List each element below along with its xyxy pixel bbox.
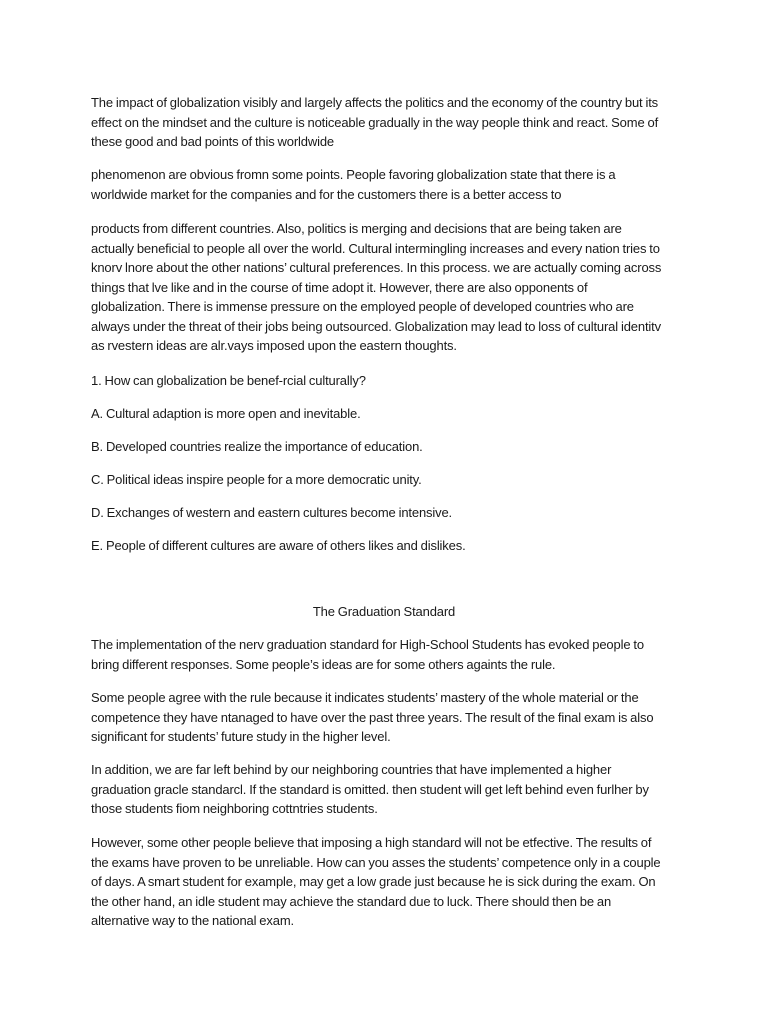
option-e: E. People of different cultures are aware of others likes and dislikes. <box>91 538 466 553</box>
question-1: 1. How can globalization be benef-rcial culturally? <box>91 373 366 388</box>
paragraph-globalization-intro: The impact of globalization visibly and largely affects the politics and the economy of the country but its effect on the mindset and the culture is noticeable gradually in the way people think and react. Some of these good and bad points of this worldwide <box>91 95 659 149</box>
paragraph-graduation-intro: The implementation of the nerv graduation standard for High-School Students has evoked people to bring different responses. Some people’s ideas are for some others againts the rule. <box>91 637 644 672</box>
paragraph-graduation-addition: In addition, we are far left behind by our neighboring countries that have implemented a higher graduation gracle standarcl. If the standard is omitted. then student will get left behind even furlher by those students fiom neighboring cottntries students. <box>91 762 649 816</box>
paragraph-globalization-favor: phenomenon are obvious fromn some points. People favoring globalization state that there is a worldwide market for the companies and for the customers there is a better access to <box>91 167 616 202</box>
paragraph-graduation-agree: Some people agree with the rule because it indicates students’ mastery of the whole material or the competence they have ntanaged to have over the past three years. The result of the final exam is also significant for students’ future study in the higher level. <box>91 690 654 744</box>
option-a: A. Cultural adaption is more open and inevitable. <box>91 406 361 421</box>
paragraph-graduation-however: However, some other people believe that imposing a high standard will not be etfective. The results of the exams have proven to be unreliable. How can you asses the students’ competence only in a couple of days. A smart student for example, may get a low grade just because he is sick during the exam. On the other hand, an idle student may achieve the standard due to luck. There should then be an alternative way to the national exam. <box>91 835 661 928</box>
paragraph-globalization-body: products from different countries. Also, politics is merging and decisions that are being taken are actually beneficial to people all over the world. Cultural intermingling increases and every nation tries to knorv lnore about the other nations’ cultural preferences. In this process. we are actually coming across things that lve like and in the course of time adopt it. However, there are also opponents of globalization. There is immense pressure on the employed people of developed countries who are always under the threat of their jobs being outsourced. Globalization may lead to loss of cultural identitv as rvestern ideas are alr.vays imposed upon the eastern thoughts. <box>91 221 662 353</box>
option-b: B. Developed countries realize the importance of education. <box>91 439 423 454</box>
option-d: D. Exchanges of western and eastern cultures become intensive. <box>91 505 453 520</box>
section-title: The Graduation Standard <box>312 604 456 619</box>
option-c: C. Political ideas inspire people for a more democratic unity. <box>91 472 422 487</box>
